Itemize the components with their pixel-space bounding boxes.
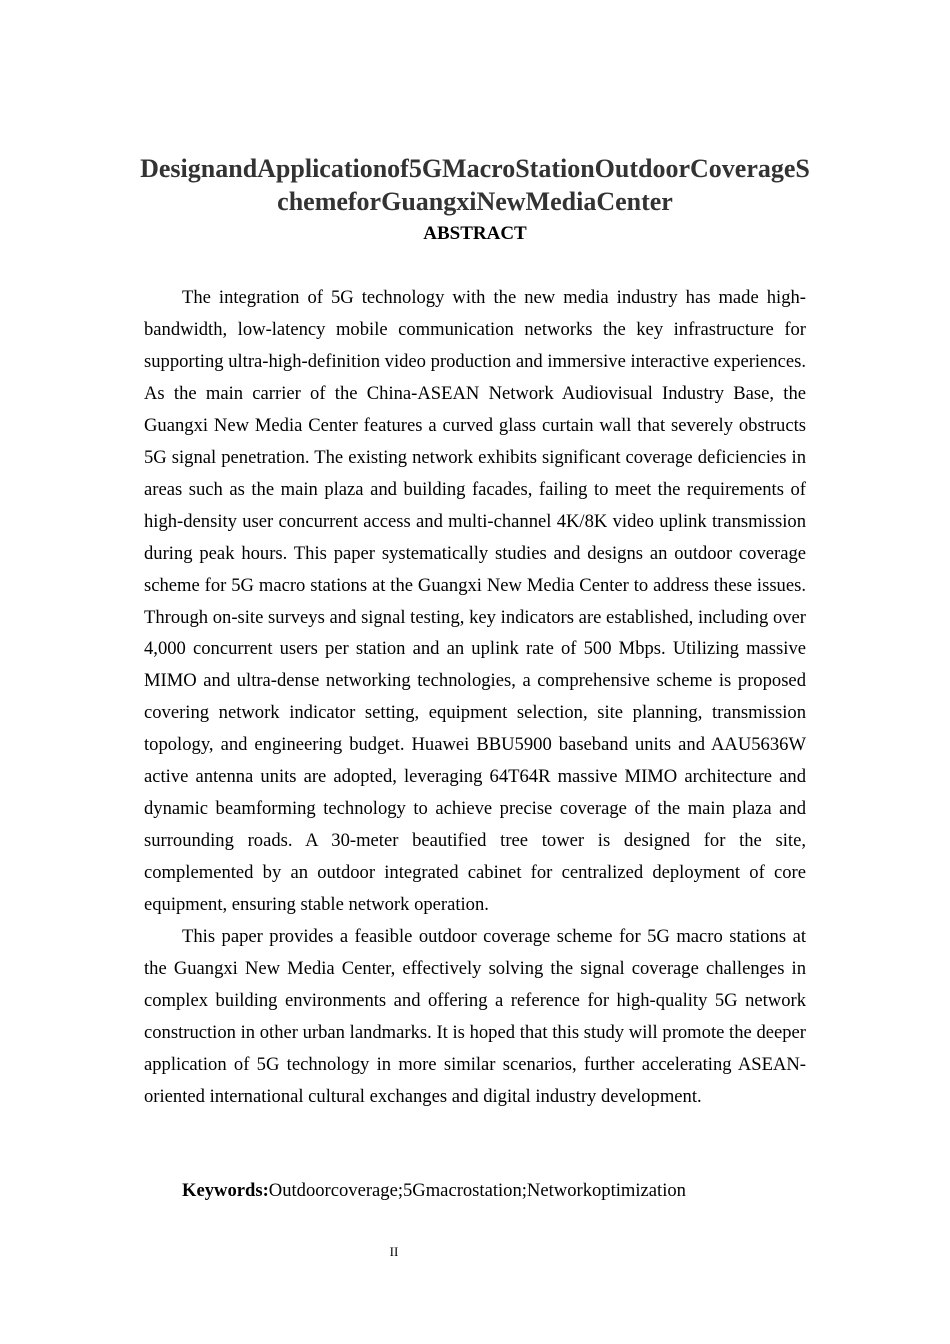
keywords-line [182, 1177, 686, 1205]
keywords-label: Keywords: [182, 1180, 269, 1201]
abstract-heading: ABSTRACT [423, 223, 527, 244]
abstract-body [144, 282, 806, 1113]
page-number: II [389, 1244, 399, 1259]
keywords-value: Outdoorcoverage;5Gmacrostation;Networkoptimization [268, 1180, 686, 1201]
abstract-paragraph-2: This paper provides a feasible outdoor coverage scheme for 5G macro stations at the Guangxi New Media Center, effectively solving the signal coverage challenges in complex building environments and offering a reference for high-quality 5G network construction in other urban landmarks. It is hoped that this study will promote the deeper application of 5G technology in more similar scenarios, further accelerating ASEAN-oriented international cultural exchanges and digital industry development. [144, 926, 806, 1107]
abstract-paragraph-1: The integration of 5G technology with the new media industry has made high-bandwidth, low-latency mobile communication networks the key infrastructure for supporting ultra-high-definition video production and immersive interactive experiences. As the main carrier of the China-ASEAN Network Audiovisual Industry Base, the Guangxi New Media Center features a curved glass curtain wall that severely obstructs 5G signal penetration. The existing network exhibits significant coverage deficiencies in areas such as the main plaza and building facades, failing to meet the requirements of high-density user concurrent access and multi-channel 4K/8K video uplink transmission during peak hours. This paper systematically studies and designs an outdoor coverage scheme for 5G macro stations at the Guangxi New Media Center to address these issues. Through on-site surveys and signal testing, key indicators are established, including over 4,000 concurrent users per station and an uplink rate of 500 Mbps. Utilizing massive MIMO and ultra-dense networking technologies, a comprehensive scheme is proposed covering network indicator setting, equipment selection, site planning, transmission topology, and engineering budget. Huawei BBU5900 baseband units and AAU5636W active antenna units are adopted, leveraging 64T64R massive MIMO architecture and dynamic beamforming technology to achieve precise coverage of the main plaza and surrounding roads. A 30-meter beautified tree tower is designed for the site, complemented by an outdoor integrated cabinet for centralized deployment of core equipment, ensuring stable network operation. [144, 287, 806, 916]
paper-title: DesignandApplicationof5GMacroStationOutdoorCoverageSchemeforGuangxiNewMediaCenter [140, 154, 810, 216]
